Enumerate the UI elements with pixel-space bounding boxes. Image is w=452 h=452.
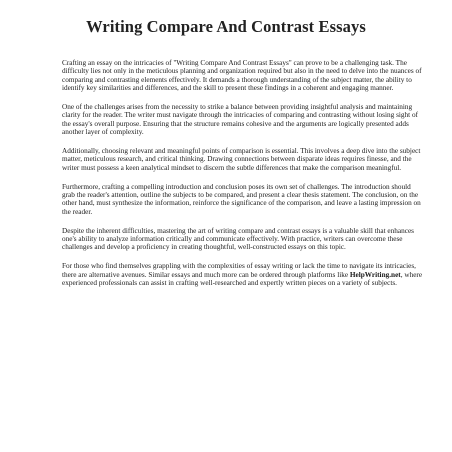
helpwriting-link[interactable]: HelpWriting.net bbox=[349, 270, 401, 279]
document-body bbox=[62, 59, 424, 298]
alternatives-text-before: For those who find themselves grappling with the complexities of essay writing or lack the time to navigate its intricacies, there are alternative avenues. Similar essays and much more can be ordered through platforms like bbox=[62, 262, 416, 279]
alternatives-text-after: , where experienced professionals can assist in crafting well-researched and expertly written pieces on a variety of subjects. bbox=[62, 270, 423, 287]
paragraph-intro: Crafting an essay on the intricacies of "Writing Compare And Contrast Essays" can prove to be a challenging task. The difficulty lies not only in the meticulous planning and organization required but also in the need to delve into the nuances of comparing and contrasting elements effectively. It demands a thorough understanding of the subject matter, the ability to identify key similarities and differences, and the skill to present these findings in a coherent and engaging manner. bbox=[62, 59, 422, 93]
paragraph-mastery: Despite the inherent difficulties, mastering the art of writing compare and contrast essays is a valuable skill that enhances one's ability to analyze information critically and communicate effectively. With practice, writers can overcome these challenges and develop a proficiency in creating thoughtful, well-constructed essays on this topic. bbox=[62, 226, 414, 252]
paragraph-alternatives bbox=[62, 262, 424, 287]
paragraph-introduction-conclusion: Furthermore, crafting a compelling introduction and conclusion poses its own set of challenges. The introduction should grab the reader's attention, outline the subjects to be compared, and present a clear thesis statement. The conclusion, on the other hand, must synthesize the information, reinforce the significance of the comparison, and leave a lasting impression on the reader. bbox=[62, 182, 421, 216]
document-title: Writing Compare And Contrast Essays bbox=[86, 17, 366, 36]
paragraph-challenges: One of the challenges arises from the necessity to strike a balance between providing insightful analysis and maintaining clarity for the reader. The writer must navigate through the intricacies of comparing and contrasting without losing sight of the essay's overall purpose. Ensuring that the structure remains cohesive and the arguments are logically presented adds another layer of complexity. bbox=[62, 103, 419, 137]
paragraph-comparison-points: Additionally, choosing relevant and meaningful points of comparison is essential. This involves a deep dive into the subject matter, meticulous research, and critical thinking. Drawing connections between disparate ideas requires finesse, and the writer must possess a keen analytical mindset to discern the subtle differences that make the comparison meaningful. bbox=[62, 147, 421, 172]
